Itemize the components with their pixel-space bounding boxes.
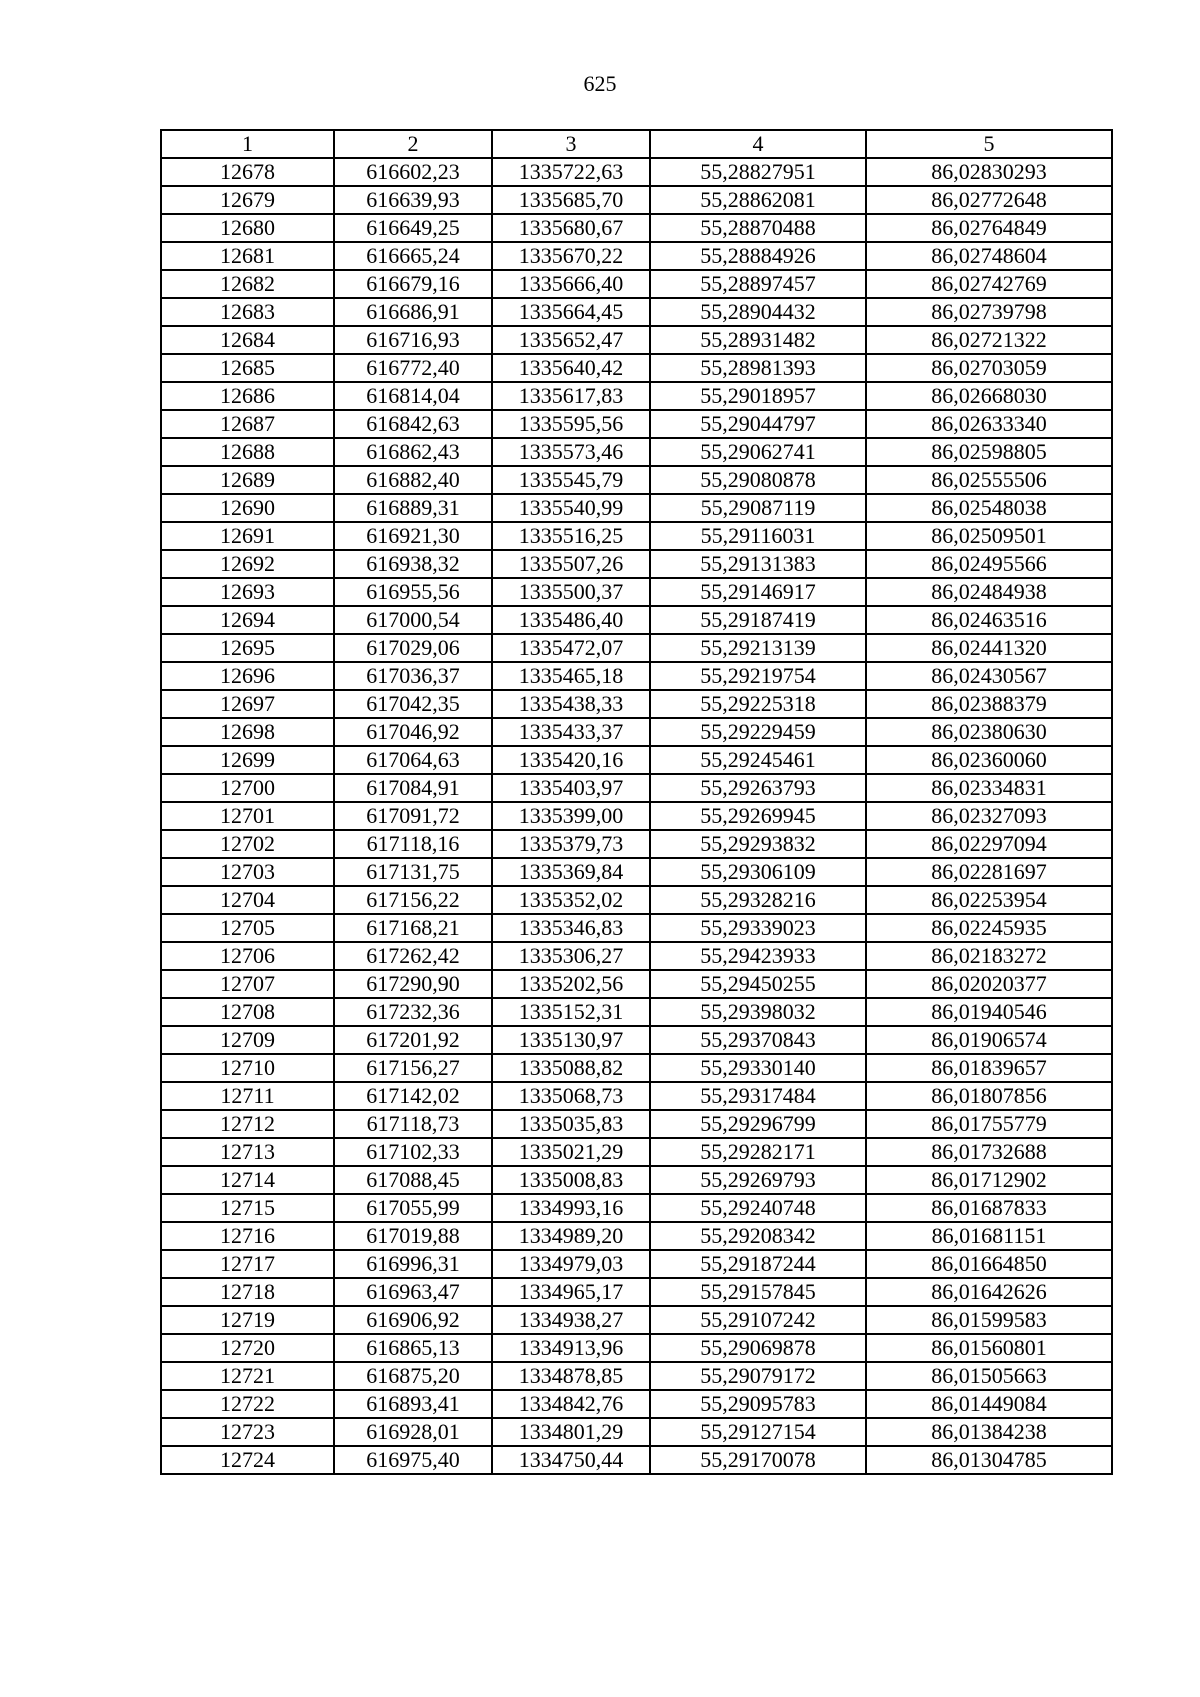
table-row	[161, 1334, 1112, 1362]
table-cell-col-4: 55,29339023	[650, 914, 866, 942]
table-row	[161, 326, 1112, 354]
table-cell-col-2: 617091,72	[334, 802, 492, 830]
table-cell-col-5: 86,02484938	[866, 578, 1112, 606]
table-cell-col-1: 12716	[161, 1222, 334, 1250]
table-cell-col-1: 12698	[161, 718, 334, 746]
table-cell-col-3: 1335346,83	[492, 914, 650, 942]
table-cell-col-2: 616963,47	[334, 1278, 492, 1306]
table-cell-col-5: 86,02703059	[866, 354, 1112, 382]
table-cell-col-2: 617142,02	[334, 1082, 492, 1110]
table-cell-col-2: 616882,40	[334, 466, 492, 494]
table-row	[161, 802, 1112, 830]
table-cell-col-3: 1334938,27	[492, 1306, 650, 1334]
table-cell-col-4: 55,29423933	[650, 942, 866, 970]
table-cell-col-3: 1334993,16	[492, 1194, 650, 1222]
table-cell-col-3: 1335617,83	[492, 382, 650, 410]
table-cell-col-1: 12708	[161, 998, 334, 1026]
table-cell-col-1: 12686	[161, 382, 334, 410]
table-cell-col-2: 617131,75	[334, 858, 492, 886]
table-cell-col-4: 55,29219754	[650, 662, 866, 690]
table-cell-col-1: 12702	[161, 830, 334, 858]
table-cell-col-5: 86,02668030	[866, 382, 1112, 410]
table-row	[161, 578, 1112, 606]
header-cell-3: 3	[492, 130, 650, 158]
table-cell-col-1: 12705	[161, 914, 334, 942]
table-cell-col-4: 55,29317484	[650, 1082, 866, 1110]
table-cell-col-3: 1335664,45	[492, 298, 650, 326]
table-cell-col-5: 86,02721322	[866, 326, 1112, 354]
table-cell-col-1: 12682	[161, 270, 334, 298]
table-cell-col-3: 1334750,44	[492, 1446, 650, 1474]
table-cell-col-4: 55,29157845	[650, 1278, 866, 1306]
table-cell-col-2: 617262,42	[334, 942, 492, 970]
table-cell-col-5: 86,01807856	[866, 1082, 1112, 1110]
table-cell-col-2: 616938,32	[334, 550, 492, 578]
table-cell-col-1: 12678	[161, 158, 334, 186]
table-cell-col-5: 86,02463516	[866, 606, 1112, 634]
table-cell-col-5: 86,01712902	[866, 1166, 1112, 1194]
table-cell-col-5: 86,02830293	[866, 158, 1112, 186]
table-cell-col-4: 55,29116031	[650, 522, 866, 550]
table-cell-col-5: 86,02633340	[866, 410, 1112, 438]
table-cell-col-2: 616955,56	[334, 578, 492, 606]
table-cell-col-2: 616679,16	[334, 270, 492, 298]
table-cell-col-1: 12689	[161, 466, 334, 494]
table-cell-col-5: 86,01449084	[866, 1390, 1112, 1418]
table-row	[161, 1054, 1112, 1082]
table-cell-col-1: 12712	[161, 1110, 334, 1138]
table-cell-col-5: 86,02548038	[866, 494, 1112, 522]
table-cell-col-3: 1335507,26	[492, 550, 650, 578]
table-row	[161, 1446, 1112, 1474]
table-row	[161, 914, 1112, 942]
table-cell-col-4: 55,29087119	[650, 494, 866, 522]
table-cell-col-4: 55,29044797	[650, 410, 866, 438]
table-cell-col-2: 616996,31	[334, 1250, 492, 1278]
table-cell-col-5: 86,02509501	[866, 522, 1112, 550]
table-row	[161, 1306, 1112, 1334]
table-cell-col-2: 616772,40	[334, 354, 492, 382]
table-cell-col-2: 616716,93	[334, 326, 492, 354]
table-cell-col-3: 1335465,18	[492, 662, 650, 690]
table-cell-col-3: 1335540,99	[492, 494, 650, 522]
table-row	[161, 242, 1112, 270]
table-cell-col-1: 12720	[161, 1334, 334, 1362]
table-cell-col-3: 1335670,22	[492, 242, 650, 270]
table-cell-col-1: 12714	[161, 1166, 334, 1194]
table-cell-col-3: 1335420,16	[492, 746, 650, 774]
table-cell-col-5: 86,02245935	[866, 914, 1112, 942]
table-row	[161, 466, 1112, 494]
table-row	[161, 1418, 1112, 1446]
table-cell-col-3: 1335722,63	[492, 158, 650, 186]
table-cell-col-4: 55,29240748	[650, 1194, 866, 1222]
table-row	[161, 970, 1112, 998]
table-row	[161, 438, 1112, 466]
table-cell-col-2: 616921,30	[334, 522, 492, 550]
table-cell-col-1: 12687	[161, 410, 334, 438]
table-row	[161, 550, 1112, 578]
table-cell-col-4: 55,29131383	[650, 550, 866, 578]
table-row	[161, 774, 1112, 802]
table-cell-col-5: 86,02739798	[866, 298, 1112, 326]
table-body	[161, 158, 1112, 1474]
table-cell-col-2: 617019,88	[334, 1222, 492, 1250]
table-cell-col-4: 55,28931482	[650, 326, 866, 354]
table-row	[161, 1026, 1112, 1054]
table-cell-col-4: 55,29263793	[650, 774, 866, 802]
table-cell-col-3: 1335486,40	[492, 606, 650, 634]
table-row	[161, 522, 1112, 550]
table-cell-col-1: 12694	[161, 606, 334, 634]
table-cell-col-5: 86,01664850	[866, 1250, 1112, 1278]
table-cell-col-2: 616893,41	[334, 1390, 492, 1418]
table-cell-col-1: 12723	[161, 1418, 334, 1446]
table-cell-col-3: 1334801,29	[492, 1418, 650, 1446]
table-cell-col-1: 12721	[161, 1362, 334, 1390]
table-cell-col-4: 55,28862081	[650, 186, 866, 214]
table-row	[161, 1194, 1112, 1222]
table-cell-col-5: 86,01560801	[866, 1334, 1112, 1362]
table-cell-col-1: 12697	[161, 690, 334, 718]
table-cell-col-2: 617168,21	[334, 914, 492, 942]
table-row	[161, 1138, 1112, 1166]
table-cell-col-3: 1335202,56	[492, 970, 650, 998]
table-cell-col-2: 616862,43	[334, 438, 492, 466]
table-cell-col-4: 55,29018957	[650, 382, 866, 410]
table-cell-col-2: 617042,35	[334, 690, 492, 718]
table-cell-col-4: 55,29069878	[650, 1334, 866, 1362]
table-cell-col-2: 617084,91	[334, 774, 492, 802]
table-cell-col-2: 616975,40	[334, 1446, 492, 1474]
table-row	[161, 1110, 1112, 1138]
table-cell-col-1: 12715	[161, 1194, 334, 1222]
table-cell-col-5: 86,01755779	[866, 1110, 1112, 1138]
table-cell-col-3: 1335516,25	[492, 522, 650, 550]
table-cell-col-2: 617156,22	[334, 886, 492, 914]
table-cell-col-4: 55,29187419	[650, 606, 866, 634]
table-cell-col-1: 12706	[161, 942, 334, 970]
table-cell-col-1: 12710	[161, 1054, 334, 1082]
table-cell-col-1: 12700	[161, 774, 334, 802]
table-cell-col-5: 86,01940546	[866, 998, 1112, 1026]
table-cell-col-2: 617064,63	[334, 746, 492, 774]
table-row	[161, 858, 1112, 886]
table-cell-col-4: 55,29269945	[650, 802, 866, 830]
table-cell-col-5: 86,02281697	[866, 858, 1112, 886]
table-cell-col-3: 1335595,56	[492, 410, 650, 438]
table-row	[161, 1166, 1112, 1194]
table-cell-col-2: 616842,63	[334, 410, 492, 438]
table-cell-col-4: 55,28904432	[650, 298, 866, 326]
table-cell-col-3: 1335685,70	[492, 186, 650, 214]
table-row	[161, 298, 1112, 326]
table-cell-col-1: 12719	[161, 1306, 334, 1334]
table-cell-col-3: 1334965,17	[492, 1278, 650, 1306]
table-cell-col-4: 55,29187244	[650, 1250, 866, 1278]
table-cell-col-1: 12696	[161, 662, 334, 690]
table-cell-col-1: 12722	[161, 1390, 334, 1418]
table-cell-col-2: 617029,06	[334, 634, 492, 662]
table-cell-col-1: 12711	[161, 1082, 334, 1110]
table-cell-col-4: 55,29170078	[650, 1446, 866, 1474]
table-row	[161, 942, 1112, 970]
table-row	[161, 634, 1112, 662]
table-row	[161, 494, 1112, 522]
table-cell-col-1: 12685	[161, 354, 334, 382]
table-cell-col-2: 616814,04	[334, 382, 492, 410]
table-cell-col-3: 1335369,84	[492, 858, 650, 886]
table-row	[161, 410, 1112, 438]
table-cell-col-1: 12680	[161, 214, 334, 242]
table-cell-col-1: 12679	[161, 186, 334, 214]
table-cell-col-4: 55,29245461	[650, 746, 866, 774]
table-cell-col-1: 12713	[161, 1138, 334, 1166]
table-row	[161, 1082, 1112, 1110]
table-cell-col-1: 12692	[161, 550, 334, 578]
table-cell-col-3: 1335035,83	[492, 1110, 650, 1138]
table-cell-col-4: 55,29229459	[650, 718, 866, 746]
table-cell-col-5: 86,02334831	[866, 774, 1112, 802]
table-cell-col-4: 55,28870488	[650, 214, 866, 242]
table-cell-col-5: 86,01384238	[866, 1418, 1112, 1446]
table-cell-col-2: 617000,54	[334, 606, 492, 634]
table-row	[161, 186, 1112, 214]
table-cell-col-3: 1335652,47	[492, 326, 650, 354]
table-cell-col-4: 55,29328216	[650, 886, 866, 914]
table-cell-col-4: 55,29398032	[650, 998, 866, 1026]
header-cell-2: 2	[334, 130, 492, 158]
table-cell-col-5: 86,02183272	[866, 942, 1112, 970]
table-cell-col-4: 55,29269793	[650, 1166, 866, 1194]
table-cell-col-2: 617118,73	[334, 1110, 492, 1138]
table-cell-col-1: 12724	[161, 1446, 334, 1474]
table-cell-col-1: 12681	[161, 242, 334, 270]
table-cell-col-5: 86,02742769	[866, 270, 1112, 298]
table-cell-col-5: 86,01599583	[866, 1306, 1112, 1334]
table-cell-col-1: 12699	[161, 746, 334, 774]
table-cell-col-4: 55,29330140	[650, 1054, 866, 1082]
table-cell-col-1: 12684	[161, 326, 334, 354]
table-cell-col-3: 1335640,42	[492, 354, 650, 382]
table-cell-col-4: 55,28981393	[650, 354, 866, 382]
table-cell-col-5: 86,02020377	[866, 970, 1112, 998]
table-cell-col-5: 86,01732688	[866, 1138, 1112, 1166]
table-cell-col-2: 617232,36	[334, 998, 492, 1026]
table-cell-col-3: 1335403,97	[492, 774, 650, 802]
table-cell-col-4: 55,29095783	[650, 1390, 866, 1418]
table-cell-col-4: 55,29225318	[650, 690, 866, 718]
table-row	[161, 1362, 1112, 1390]
table-cell-col-2: 617290,90	[334, 970, 492, 998]
table-cell-col-5: 86,02327093	[866, 802, 1112, 830]
table-cell-col-3: 1335680,67	[492, 214, 650, 242]
table-row	[161, 158, 1112, 186]
table-cell-col-5: 86,01304785	[866, 1446, 1112, 1474]
table-cell-col-2: 616906,92	[334, 1306, 492, 1334]
table-row	[161, 1278, 1112, 1306]
table-cell-col-4: 55,28884926	[650, 242, 866, 270]
table-cell-col-1: 12683	[161, 298, 334, 326]
table-cell-col-4: 55,28897457	[650, 270, 866, 298]
table-cell-col-3: 1335152,31	[492, 998, 650, 1026]
table-cell-col-2: 616665,24	[334, 242, 492, 270]
table-row	[161, 830, 1112, 858]
table-cell-col-4: 55,29146917	[650, 578, 866, 606]
table-cell-col-2: 616639,93	[334, 186, 492, 214]
table-cell-col-4: 55,29293832	[650, 830, 866, 858]
table-cell-col-1: 12718	[161, 1278, 334, 1306]
table-cell-col-3: 1335352,02	[492, 886, 650, 914]
table-cell-col-4: 55,29208342	[650, 1222, 866, 1250]
table-cell-col-4: 55,29107242	[650, 1306, 866, 1334]
table-cell-col-4: 55,29080878	[650, 466, 866, 494]
table-header	[161, 130, 1112, 158]
table-cell-col-2: 617055,99	[334, 1194, 492, 1222]
table-row	[161, 718, 1112, 746]
table-cell-col-5: 86,02772648	[866, 186, 1112, 214]
table-cell-col-5: 86,01505663	[866, 1362, 1112, 1390]
table-row	[161, 1222, 1112, 1250]
table-cell-col-2: 616928,01	[334, 1418, 492, 1446]
table-cell-col-2: 617156,27	[334, 1054, 492, 1082]
header-row	[161, 130, 1112, 158]
table-cell-col-2: 616865,13	[334, 1334, 492, 1362]
table-cell-col-2: 617118,16	[334, 830, 492, 858]
table-cell-col-4: 55,29127154	[650, 1418, 866, 1446]
table-cell-col-2: 616686,91	[334, 298, 492, 326]
table-row	[161, 270, 1112, 298]
table-row	[161, 214, 1112, 242]
header-cell-5: 5	[866, 130, 1112, 158]
table-row	[161, 746, 1112, 774]
table-cell-col-5: 86,02748604	[866, 242, 1112, 270]
table-cell-col-1: 12709	[161, 1026, 334, 1054]
table-cell-col-4: 55,28827951	[650, 158, 866, 186]
table-cell-col-1: 12690	[161, 494, 334, 522]
table-row	[161, 690, 1112, 718]
table-cell-col-4: 55,29306109	[650, 858, 866, 886]
table-cell-col-2: 617046,92	[334, 718, 492, 746]
table-cell-col-5: 86,02297094	[866, 830, 1112, 858]
table-cell-col-1: 12707	[161, 970, 334, 998]
table-cell-col-5: 86,02430567	[866, 662, 1112, 690]
table-cell-col-3: 1335130,97	[492, 1026, 650, 1054]
table-cell-col-3: 1334989,20	[492, 1222, 650, 1250]
table-cell-col-1: 12688	[161, 438, 334, 466]
table-cell-col-2: 617201,92	[334, 1026, 492, 1054]
table-cell-col-4: 55,29282171	[650, 1138, 866, 1166]
table-row	[161, 662, 1112, 690]
table-cell-col-1: 12691	[161, 522, 334, 550]
table-cell-col-5: 86,01687833	[866, 1194, 1112, 1222]
header-cell-1: 1	[161, 130, 334, 158]
table-cell-col-1: 12701	[161, 802, 334, 830]
table-cell-col-5: 86,02764849	[866, 214, 1112, 242]
table-cell-col-5: 86,01839657	[866, 1054, 1112, 1082]
table-cell-col-4: 55,29079172	[650, 1362, 866, 1390]
table-cell-col-5: 86,02360060	[866, 746, 1112, 774]
table-cell-col-2: 617102,33	[334, 1138, 492, 1166]
table-cell-col-5: 86,02441320	[866, 634, 1112, 662]
table-row	[161, 1390, 1112, 1418]
table-row	[161, 886, 1112, 914]
table-cell-col-3: 1334842,76	[492, 1390, 650, 1418]
table-cell-col-1: 12703	[161, 858, 334, 886]
table-cell-col-3: 1335573,46	[492, 438, 650, 466]
table-cell-col-3: 1335545,79	[492, 466, 650, 494]
table-cell-col-5: 86,02380630	[866, 718, 1112, 746]
table-cell-col-2: 616649,25	[334, 214, 492, 242]
table-cell-col-5: 86,01681151	[866, 1222, 1112, 1250]
table-cell-col-5: 86,02253954	[866, 886, 1112, 914]
page-number: 625	[583, 71, 617, 96]
table-cell-col-4: 55,29296799	[650, 1110, 866, 1138]
table-cell-col-5: 86,02495566	[866, 550, 1112, 578]
table-cell-col-3: 1335666,40	[492, 270, 650, 298]
table-cell-col-3: 1334913,96	[492, 1334, 650, 1362]
table-cell-col-5: 86,02388379	[866, 690, 1112, 718]
table-cell-col-4: 55,29450255	[650, 970, 866, 998]
coordinates-table	[160, 129, 1113, 1475]
table-cell-col-3: 1335008,83	[492, 1166, 650, 1194]
table-cell-col-5: 86,01642626	[866, 1278, 1112, 1306]
table-cell-col-3: 1335088,82	[492, 1054, 650, 1082]
header-cell-4: 4	[650, 130, 866, 158]
table-cell-col-3: 1335399,00	[492, 802, 650, 830]
table-row	[161, 382, 1112, 410]
table-cell-col-5: 86,02555506	[866, 466, 1112, 494]
table-cell-col-3: 1335500,37	[492, 578, 650, 606]
table-row	[161, 998, 1112, 1026]
table-row	[161, 606, 1112, 634]
table-row	[161, 1250, 1112, 1278]
table-cell-col-3: 1335472,07	[492, 634, 650, 662]
table-cell-col-3: 1335438,33	[492, 690, 650, 718]
table-cell-col-3: 1334878,85	[492, 1362, 650, 1390]
table-cell-col-5: 86,01906574	[866, 1026, 1112, 1054]
table-cell-col-4: 55,29062741	[650, 438, 866, 466]
table-cell-col-4: 55,29370843	[650, 1026, 866, 1054]
table-cell-col-2: 616889,31	[334, 494, 492, 522]
table-cell-col-2: 617036,37	[334, 662, 492, 690]
table-cell-col-2: 617088,45	[334, 1166, 492, 1194]
table-cell-col-3: 1335306,27	[492, 942, 650, 970]
table-cell-col-1: 12695	[161, 634, 334, 662]
table-cell-col-3: 1334979,03	[492, 1250, 650, 1278]
table-cell-col-2: 616875,20	[334, 1362, 492, 1390]
table-row	[161, 354, 1112, 382]
table-cell-col-3: 1335433,37	[492, 718, 650, 746]
table-cell-col-5: 86,02598805	[866, 438, 1112, 466]
table-cell-col-2: 616602,23	[334, 158, 492, 186]
table-cell-col-3: 1335021,29	[492, 1138, 650, 1166]
table-cell-col-1: 12717	[161, 1250, 334, 1278]
table-cell-col-3: 1335068,73	[492, 1082, 650, 1110]
table-cell-col-1: 12693	[161, 578, 334, 606]
table-cell-col-4: 55,29213139	[650, 634, 866, 662]
table-cell-col-1: 12704	[161, 886, 334, 914]
table-cell-col-3: 1335379,73	[492, 830, 650, 858]
